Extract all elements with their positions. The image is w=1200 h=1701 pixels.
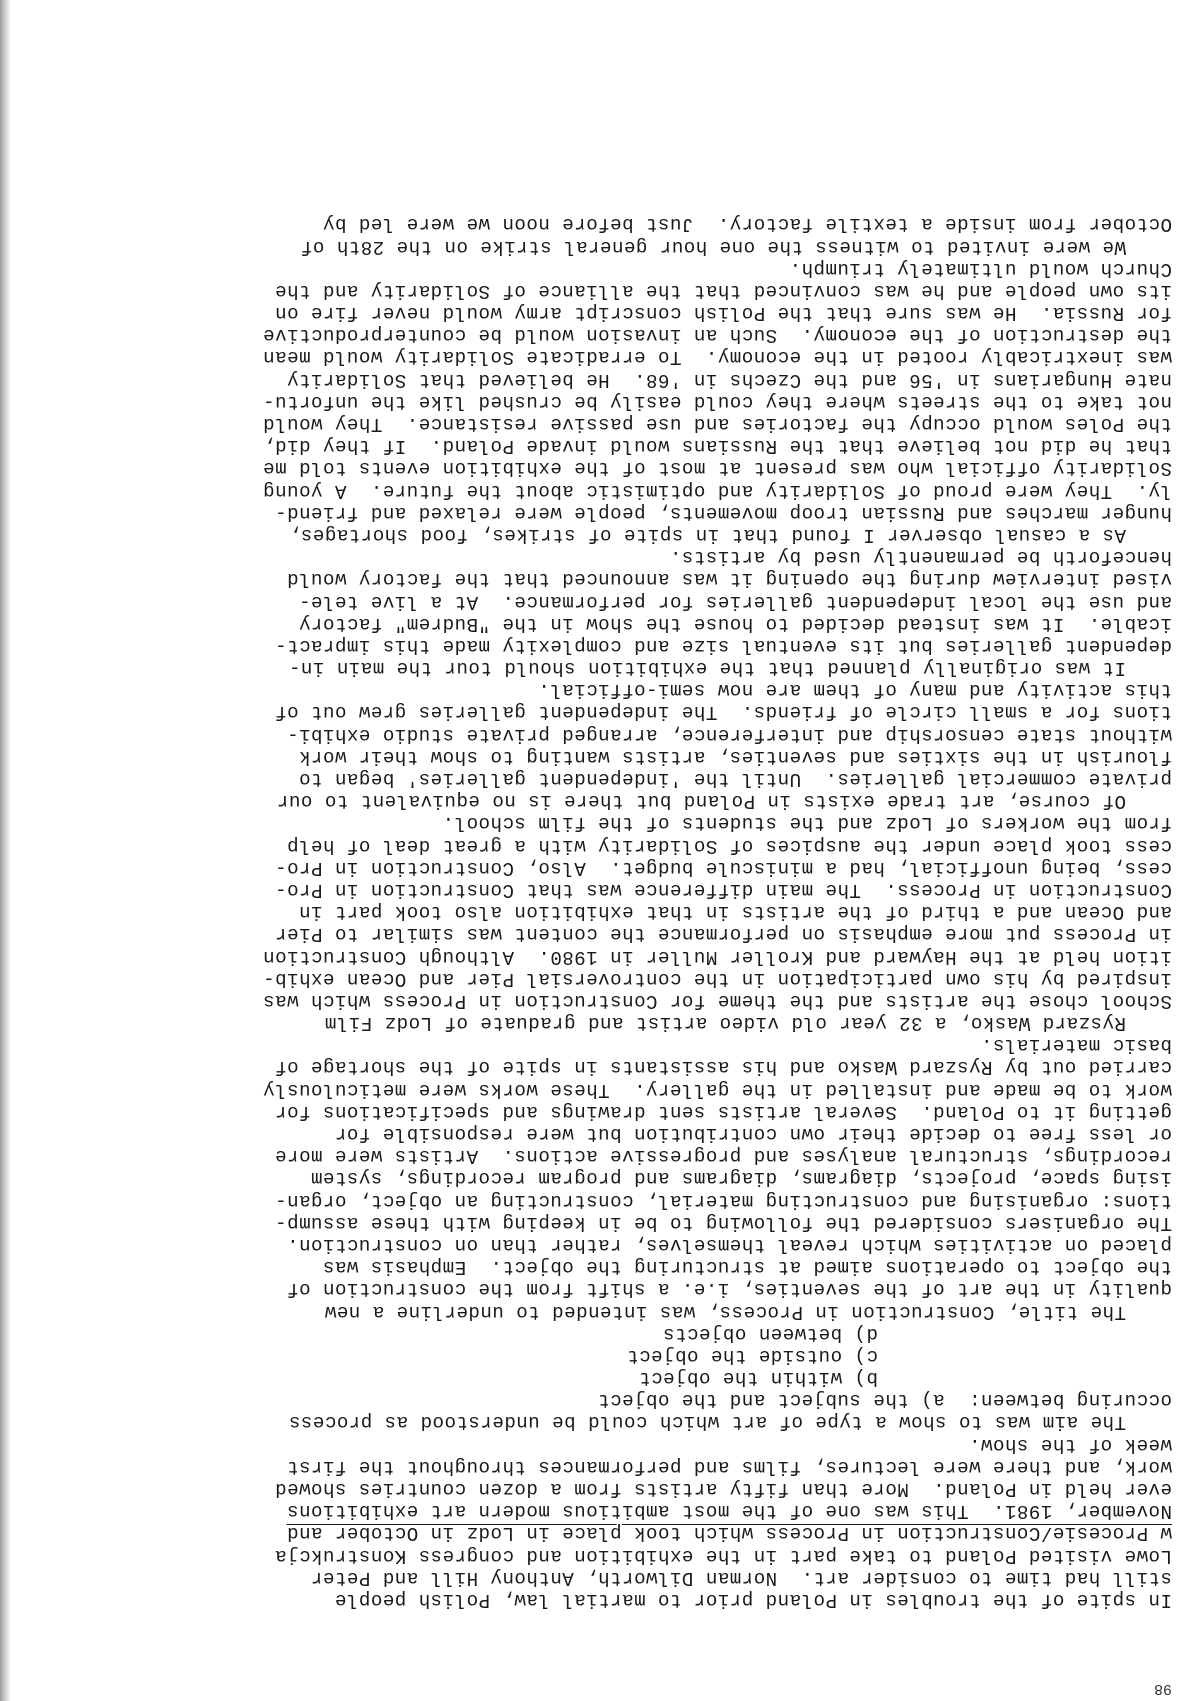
text-line: It was originally planned that the exhibition should tour the main in- [288,657,1126,680]
text-line: The organisers considered the following to be in keeping with these assump- [274,1211,1172,1234]
text-line: ition held at the Hayward and Kroller Muller in 1980. Although Construction [262,945,1172,968]
paragraph-2 [22,1323,1172,1434]
text-line: its own people and he was convinced that the alliance of Solidarity and the [274,279,1172,302]
text-line: Ryszard Wasko, a 32 year old video artist and graduate of Lodz Film [324,1012,1126,1035]
text-line: placed on activities which reveal themselves, rather than on construction. [286,1234,1172,1256]
text-line: henceforth be permanently used by artists. [669,546,1172,569]
text-line: and Ocean and a third of the artists in that exhibition also took part in [298,901,1172,924]
paragraph-7 [22,258,1172,546]
text-line: recordings, structural analyses and progressive actions. Artists were more [274,1145,1172,1168]
text-line: tions: organising and constructing material, constructing an object, organ- [274,1189,1172,1212]
text-line: private commercial galleries. Until the 'independent galleries' began to [298,768,1172,791]
text-line: ising space, projects, diagrams, diagrams and program recordings, system [310,1167,1172,1190]
text-line: inspired by his own participation in the controversial Pier and Ocean exhib- [262,967,1172,990]
text-line: was inextricably rooted in the economy. To erradicate Solidarity would mean [262,346,1172,369]
text-line: Of course, art trade exists in Poland but there is no equivalent to our [276,790,1126,813]
text-line: week of the show. [968,1433,1172,1456]
text-line: the Poles would occupy the factories and use passive resistance. They would [262,413,1172,436]
text-line: In spite of the troubles in Poland prior to martial law, Polish people [334,1589,1172,1611]
text-line: this activity and many of them are now semi-official. [537,679,1172,702]
text-line: We were invited to witness the one hour general strike on the 28th of [300,235,1126,258]
text-line: without state censorship and interference, arranged private studio exhibi- [286,723,1172,746]
text-line: School chose the artists and the theme for Construction in Process which was [262,989,1172,1012]
paragraph-6 [22,546,1172,679]
paragraph-5 [22,679,1172,812]
text-line: and use the local independent galleries for performance. At a live tele- [298,590,1172,613]
page-number: 98 [1153,1680,1172,1697]
text-line: work to be made and installed in the gallery. These works were meticulously [262,1078,1172,1101]
paragraph-4 [22,812,1172,1034]
text-line: Construction in Process. The main difference was that Construction in Pro- [274,879,1172,901]
text-line-underlined: w Procesie/Construction in Process which took place in Lodz in October and [286,1522,1172,1545]
text-line: cess took place under the auspices of Solidarity with a great deal of help [286,834,1172,857]
text-line: icable. It was instead decided to house the show in the "Budrem" factory [298,612,1172,635]
text-line: nate Hungarians in '56 and the Czechs in '68. He believed that Solidarity [286,368,1172,391]
text-line: not take to the streets where they could easily be crushed like the unfortu- [262,390,1172,413]
text-line: November, 1981. This was one of the most ambitious modern art exhibitions [286,1500,1172,1523]
text-line: for Russia. He was sure that the Polish conscript army would never fire on [274,302,1172,325]
paragraph-3 [22,1034,1172,1322]
text-line: the object to operations aimed at structuring the object. Emphasis was [322,1256,1172,1279]
text-line: As a casual observer I found that in spite of strikes, food shortages, [288,524,1126,546]
text-line: still had time to consider art. Norman Dilworth, Anthony Hill and Peter [310,1566,1172,1589]
text-line: or less free to decide their own contribution but were responsible for [334,1123,1172,1146]
text-line: ever held in Poland. More than fifty artists from a dozen countries showed [274,1478,1172,1501]
text-line: work, and there were lectures, films and performances throughout the first [286,1455,1172,1478]
paragraph-8 [22,213,1172,257]
text-line: ly. They were proud of Solidarity and optimistic about the future. A young [262,479,1172,502]
text-line: flourish in the sixties and seventies, artists wanting to show their work [298,745,1172,768]
text-line: October from inside a textile factory. Just before noon we were led by [322,213,1172,236]
text-line: in Process put more emphasis on performance the content was similar to Pier [274,923,1172,946]
text-line: Lowe visited Poland to take part in the exhibition and congress Konstrukcja [274,1544,1172,1567]
text-line: from the workers of Lodz and the students of the film school. [442,812,1172,835]
text-line: the destruction of the economy. Such an invasion would be counterproductive [262,324,1172,347]
text-line: that he did not believe that the Russians would invade Poland. If they did, [262,435,1172,458]
text-line: The title, Construction in Process, was intended to underline a new [324,1300,1126,1323]
text-line: occuring between: a) the subject and the object [597,1389,1172,1412]
text-line: cess, being unofficial, had a miniscule budget. Also, Construction in Pro- [274,856,1172,879]
list-item: d) between objects [662,1322,878,1345]
paragraph-1 [22,1434,1172,1612]
text-line: Solidarity official who was present at most of the exhibition events told me [262,457,1172,480]
text-line: Church would ultimately triumph. [789,257,1172,280]
text-line: dependent galleries but its eventual size and complexity made this impract- [274,634,1172,657]
list-item: b) within the object [638,1367,878,1390]
document-body [22,213,1172,1611]
text-line: The aim was to show a type of art which could be understood as process [288,1411,1126,1434]
text-line: hunger marches and Russian troop movements, people were relaxed and friend- [274,501,1172,524]
text-line: tions for a small circle of friends. The independent galleries grew out of [274,701,1172,724]
text-line: quality in the art of the seventies, i.e. a shift from the construction of [286,1278,1172,1301]
text-line: basic materials. [980,1034,1172,1057]
text-line: getting it to Poland. Several artists sent drawings and specifications for [274,1100,1172,1123]
text-line: carried out by Ryszard Wasko and his assistants in spite of the shortage of [274,1056,1172,1079]
list-item: c) outside the object [626,1344,878,1367]
text-line: vised interview during the opening it was announced that the factory would [286,568,1172,591]
